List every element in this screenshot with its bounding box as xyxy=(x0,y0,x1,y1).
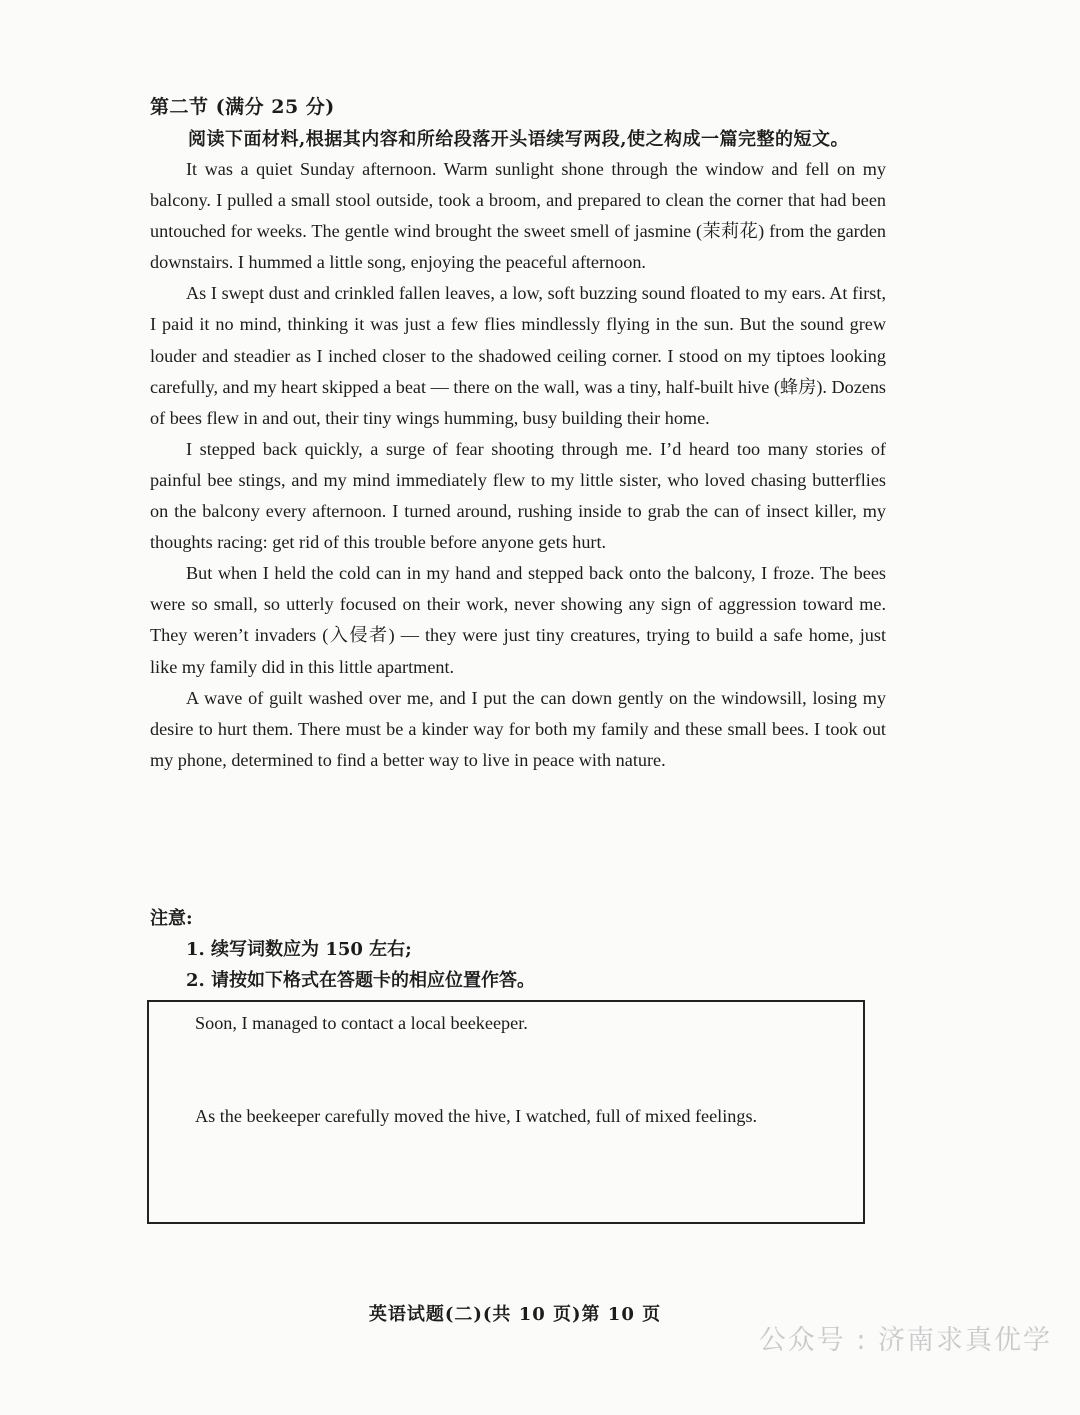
passage-paragraph: I stepped back quickly, a surge of fear shooting through me. I’d heard too many stories of painful bee stings, and my mind immediately flew to my little sister, who loved chasing butterflies on the balcony every afternoon. I turned around, rushing inside to grab the can of insect killer, my thoughts racing: get rid of this trouble before anyone gets hurt. xyxy=(150,438,886,553)
notes-section xyxy=(150,903,535,996)
passage-paragraph: A wave of guilt washed over me, and I put the can down gently on the windowsill, losing my desire to hurt them. There must be a kinder way for both my family and these small bees. I took out my phone, determined to find a better way to live in peace with nature. xyxy=(150,687,886,770)
answer-box xyxy=(147,1000,865,1224)
section-title: 第二节 (满分 25 分) xyxy=(150,96,335,118)
watermark: 公众号 : 济南求真优学 xyxy=(758,1325,1052,1356)
passage-paragraph: It was a quiet Sunday afternoon. Warm sunlight shone through the window and fell on my balcony. I pulled a small stool outside, took a broom, and prepared to clean the corner that had been untouched for weeks. The gentle wind brought the sweet smell of jasmine (茉莉花) from the garden downstairs. I hummed a little song, enjoying the peaceful afternoon. xyxy=(150,159,886,273)
passage-paragraph: As I swept dust and crinkled fallen leaves, a low, soft buzzing sound floated to my ears. At first, I paid it no mind, thinking it was just a few flies mindlessly flying in the sun. But the sound grew louder and steadier as I inched closer to the shadowed ceiling corner. I stood on my tiptoes looking carefully, and my heart skipped a beat — there on the wall, was a tiny, half-built hive (蜂房). Dozens of bees flew in and out, their tiny wings humming, busy building their home. xyxy=(150,283,887,428)
page-footer: 英语试题(二)(共 10 页)第 10 页 xyxy=(368,1304,662,1325)
note-item: 1. 续写词数应为 150 左右; xyxy=(186,939,412,960)
reading-passage xyxy=(150,154,886,776)
passage-paragraph: But when I held the cold can in my hand and stepped back onto the balcony, I froze. The bees were so small, so utterly focused on their work, never showing any sign of aggression toward me. They weren’t invaders (入侵者) — they were just tiny creatures, trying to build a safe home, just like my family did in this little apartment. xyxy=(150,563,886,677)
note-item: 2. 请按如下格式在答题卡的相应位置作答。 xyxy=(186,970,536,991)
paragraph-starter-2: As the beekeeper carefully moved the hive, I watched, full of mixed feelings. xyxy=(195,1106,758,1126)
paragraph-starter-1: Soon, I managed to contact a local beekeeper. xyxy=(195,1013,528,1033)
instruction-text: 阅读下面材料,根据其内容和所给段落开头语续写两段,使之构成一篇完整的短文。 xyxy=(188,129,850,150)
notes-title: 注意: xyxy=(150,908,193,929)
